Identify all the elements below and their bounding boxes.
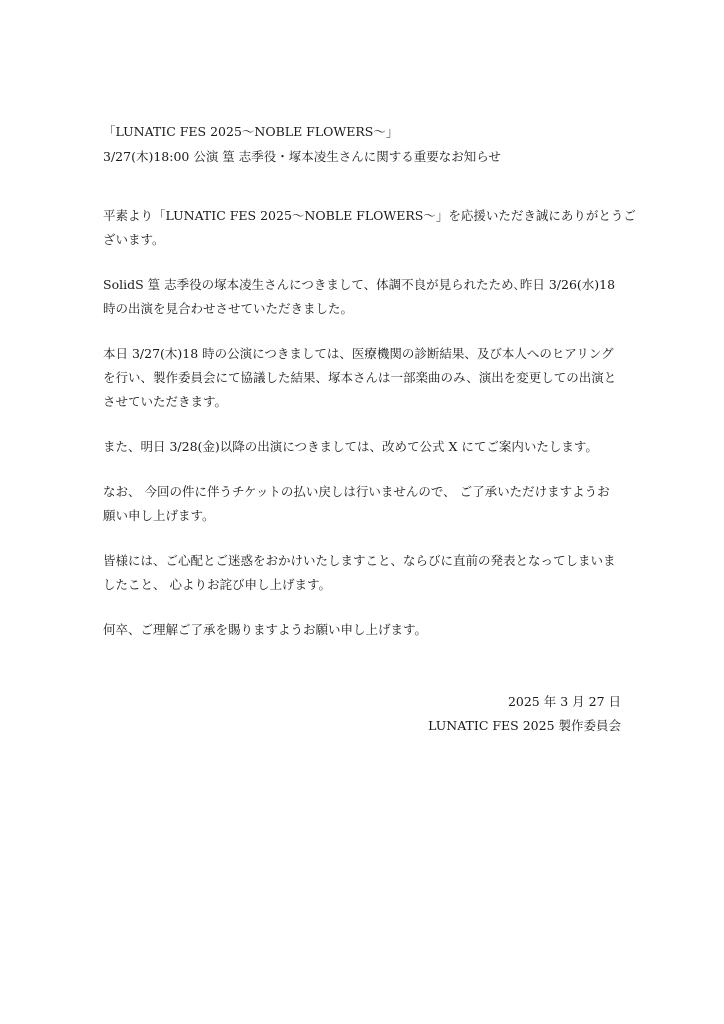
- text-line: 平素より「LUNATIC FES 2025〜NOBLE FLOWERS〜」を応援いただき誠にありがとうご: [103, 208, 636, 223]
- paragraph-today-performance: [103, 342, 625, 414]
- issue-date: 2025 年 3 月 27 日: [507, 694, 621, 709]
- paragraph-absence: [103, 273, 625, 321]
- text-line: を行い、製作委員会にて協議した結果、塚本さんは一部楽曲のみ、演出を変更しての出演と: [103, 370, 617, 385]
- signature-block: [428, 690, 621, 738]
- text-line: また、明日 3/28(金)以降の出演につきましては、改めて公式 X にてご案内いたします。: [103, 439, 598, 454]
- paragraph-future-announcement: [103, 435, 625, 459]
- text-line: なお、 今回の件に伴うチケットの払い戻しは行いませんので、 ご了承いただけますようお: [103, 484, 610, 499]
- text-line: 何卒、ご理解ご了承を賜りますようお願い申し上げます。: [103, 622, 428, 637]
- text-line: 願い申し上げます。: [103, 508, 215, 523]
- text-line: 本日 3/27(木)18 時の公演につきましては、医療機関の診断結果、及び本人へのヒアリング: [103, 346, 614, 361]
- text-line: したこと、 心よりお詫び申し上げます。: [103, 577, 331, 592]
- text-line: SolidS 篁 志季役の塚本凌生さんにつきまして、体調不良が見られたため､昨日 3/26(水)18: [103, 277, 616, 292]
- notice-header: [103, 119, 633, 169]
- text-line: させていただきます。: [103, 394, 228, 409]
- text-line: 時の出演を見合わせさせていただきました。: [103, 301, 354, 316]
- paragraph-apology: [103, 549, 625, 597]
- paragraph-no-refund: [103, 480, 625, 528]
- event-title: 「LUNATIC FES 2025〜NOBLE FLOWERS〜」: [103, 124, 399, 139]
- issuing-organization: LUNATIC FES 2025 製作委員会: [428, 718, 621, 733]
- notice-body: [103, 204, 636, 663]
- text-line: ざいます。: [103, 232, 165, 247]
- paragraph-closing: [103, 618, 625, 642]
- paragraph-greeting: [103, 204, 636, 252]
- text-line: 皆様には、ご心配とご迷惑をおかけいたしますこと、ならびに直前の発表となってしまいま: [103, 553, 616, 568]
- notice-subject: 3/27(木)18:00 公演 篁 志季役・塚本凌生さんに関する重要なお知らせ: [103, 149, 501, 164]
